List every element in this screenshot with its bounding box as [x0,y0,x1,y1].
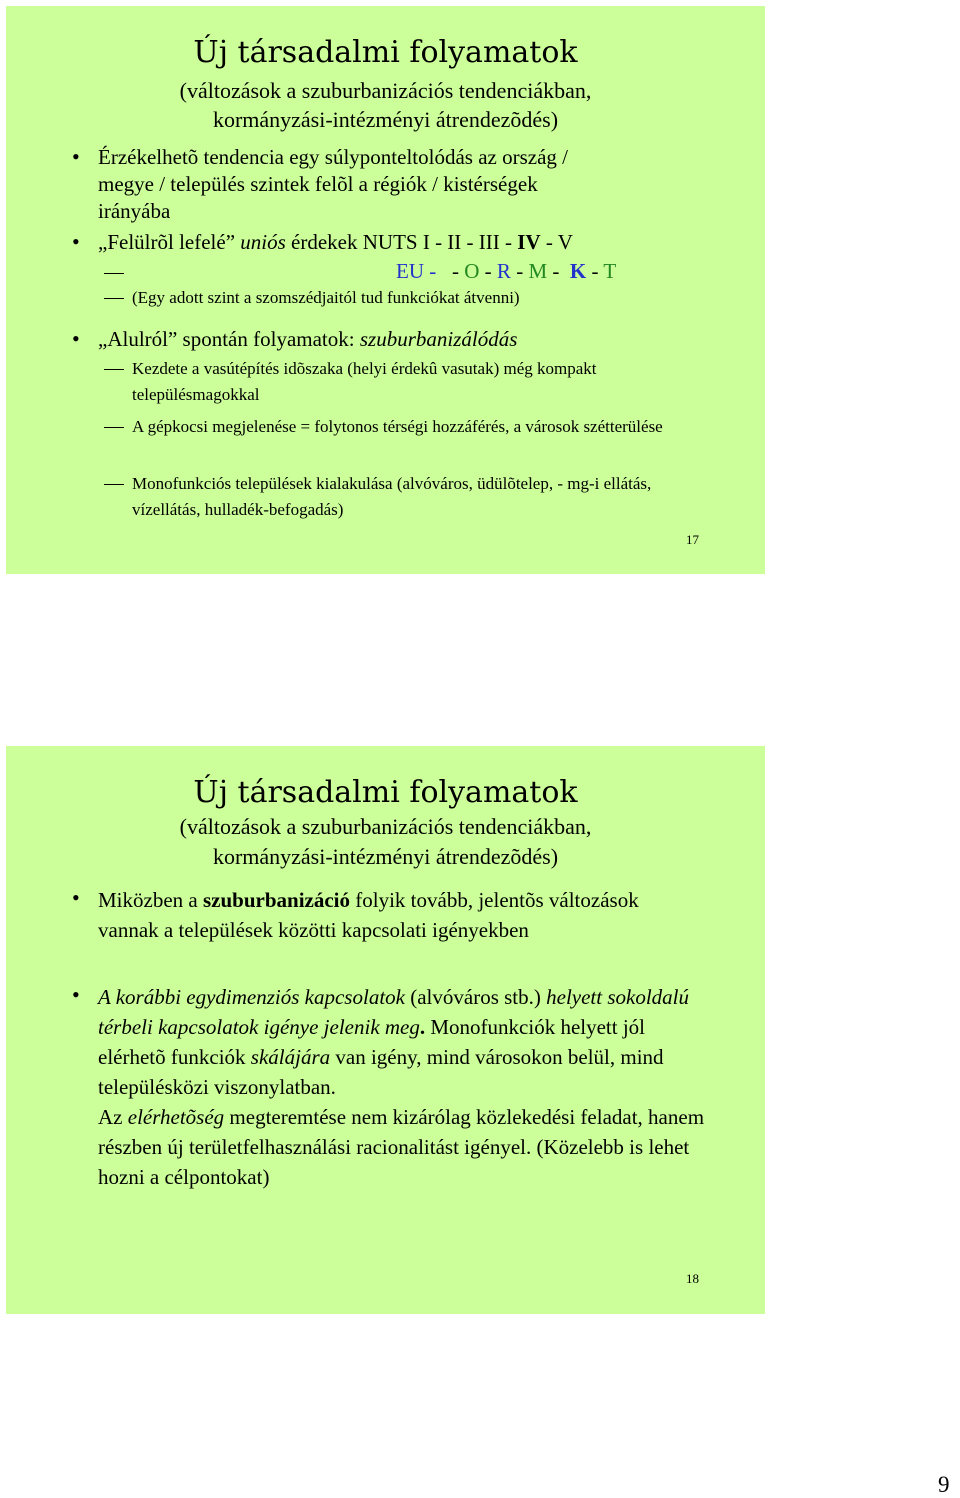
bullet-dot: • [72,885,80,910]
bullet-text: Érzékelhetõ tendencia egy súlyponteltolódás az ország / megye / település szintek felõl a régiók / kistérségek irányába [98,145,568,223]
bullet-text: „Alulról” spontán folyamatok: szuburbanizálódás [98,327,518,351]
bullet-dot: • [72,144,80,169]
dash-mark [104,484,124,485]
dash-text: Monofunkciós települések kialakulása (alvóváros, üdülõtelep, - mg-i ellátás, vízellátás, hulladék-befogadás) [132,474,652,519]
slide-title: Új társadalmi folyamatok [193,35,578,70]
bullet-text: Miközben a szuburbanizáció folyik tovább, jelentõs változások vannak a települések közötti kapcsolati igényekben [98,888,639,942]
dash-item [6,356,765,408]
slide-number: 17 [686,532,699,547]
nuts-row [6,258,765,284]
dash-item [6,285,765,311]
dash-item [6,414,765,466]
dash-mark [104,369,124,370]
slide-subtitle-line2: kormányzási-intézményi átrendezõdés) [212,844,559,869]
dash-text: A gépkocsi megjelenése = folytonos térségi hozzáférés, a városok szétterülése [132,417,663,436]
dash-text: (Egy adott szint a szomszédjaitól tud funkciókat átvenni) [132,288,520,307]
dash-mark [104,273,124,274]
dash-text: Kezdete a vasútépítés idõszaka (helyi érdekû vasutak) még kompakt településmagokkal [132,359,597,404]
page-number: 9 [938,1472,950,1497]
slide-subtitle-line1: (változások a szuburbanizációs tendenciákban, [179,814,592,839]
bullet-dot: • [72,229,80,254]
slide-subtitle-line1: (változások a szuburbanizációs tendenciákban, [179,78,592,103]
bullet-dot: • [72,982,80,1007]
slide-17 [6,6,765,574]
dash-mark [104,427,124,428]
bullet-text: A korábbi egydimenziós kapcsolatok (alvóváros stb.) helyett sokoldalú térbeli kapcsolatok igénye jelenik meg. Monofunkciók helyett jól elérhetõ funkciók skálájára van igény, mind városokon belül, mind településközi viszonylatban. Az elérhetõség megteremtése nem kizárólag közlekedési feladat, hanem részben új területfelhasználási racionalitást igényel. (Közelebb is lehet hozni a célpontokat) [98,985,705,1189]
slide-title: Új társadalmi folyamatok [193,775,578,810]
bullet-dot: • [72,326,80,351]
slide-number: 18 [686,1271,699,1286]
slide-subtitle-line2: kormányzási-intézményi átrendezõdés) [212,107,559,132]
nuts-levels: EU - - O - R - M - K - T [396,259,617,283]
bullet-text: „Felülrõl lefelé” uniós érdekek NUTS I - II - III - IV - V [98,230,573,254]
slide-18 [6,746,765,1314]
dash-mark [104,298,124,299]
dash-item [6,471,765,523]
